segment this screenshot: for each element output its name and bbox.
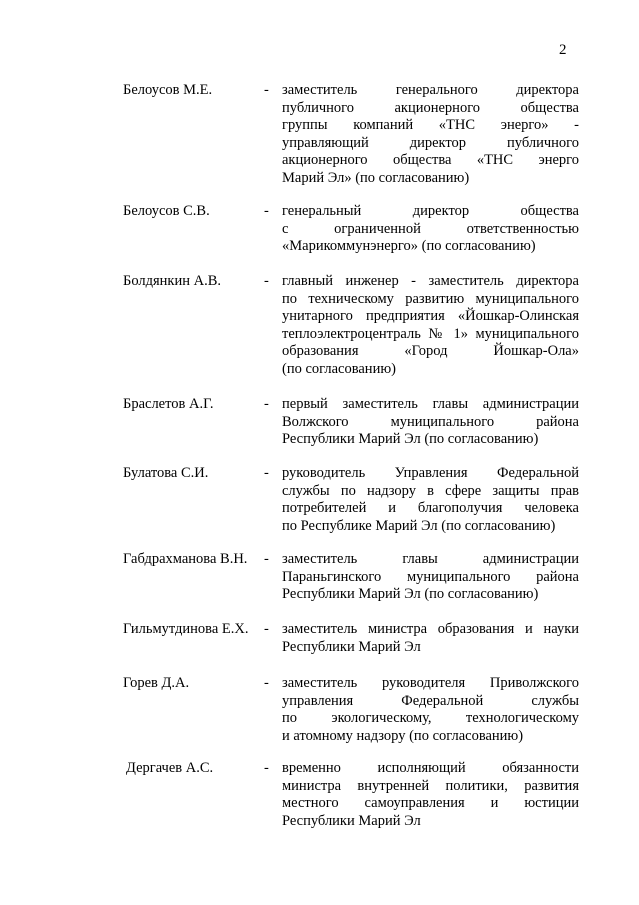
member-dash: - [264,396,269,412]
position-line: Республики Марий Эл (по согласованию) [282,431,539,447]
member-name: Белоусов С.В. [123,203,210,219]
member-name: Браслетов А.Г. [123,396,214,412]
member-position [282,273,579,378]
member-position [282,760,579,830]
position-line: Республики Марий Эл [282,638,421,655]
position-line: местного самоуправления и юстиции [282,795,579,811]
member-dash: - [264,551,269,567]
position-line: потребителей и благополучия человека [282,500,579,516]
position-line: «Марикоммунэнерго» (по согласованию) [282,238,536,254]
position-line: публичного акционерного общества [282,99,579,116]
page-number: 2 [559,42,567,58]
member-name: Белоусов М.Е. [123,82,213,98]
member-name: Габдрахманова В.Н. [123,551,248,567]
member-position [282,675,579,745]
position-line: теплоэлектроцентраль № 1» муниципального [282,325,579,342]
position-line: управляющий директор публичного [282,134,579,151]
member-position [282,465,579,535]
position-line: генеральный директор общества [282,203,579,219]
member-dash: - [264,82,269,98]
position-line: Республики Марий Эл [282,812,421,829]
position-line: Волжского муниципального района [282,413,579,430]
member-position [282,82,579,187]
member-position [282,551,579,604]
position-line: заместитель министра образования и науки [282,621,579,637]
position-line: заместитель главы администрации [282,551,579,567]
position-line: временно исполняющий обязанности [282,760,579,776]
position-line: первый заместитель главы администрации [282,396,579,412]
position-line: акционерного общества «ТНС энерго [282,152,579,168]
position-line: группы компаний «ТНС энерго» - [282,117,579,133]
member-name: Дергачев А.С. [126,760,214,776]
position-line: Параньгинского муниципального района [282,568,579,585]
position-line: управления Федеральной службы [282,692,579,709]
position-line: и атомному надзору (по согласованию) [282,727,524,744]
member-position [282,203,579,256]
member-dash: - [264,465,269,481]
member-dash: - [264,203,269,219]
member-position [282,621,579,656]
position-line: главный инженер - заместитель директора [282,273,579,289]
position-line: заместитель генерального директора [282,82,579,98]
position-line: образования «Город Йошкар-Ола» [282,343,579,359]
member-name: Горев Д.А. [123,675,190,691]
member-name: Гильмутдинова Е.Х. [123,621,249,637]
position-line: Республики Марий Эл (по согласованию) [282,586,539,602]
position-line: заместитель руководителя Приволжского [282,675,579,691]
position-line: министра внутренней политики, развития [282,777,579,794]
member-dash: - [264,760,269,776]
position-line: по экологическому, технологическому [282,710,579,726]
position-line: Марий Эл» (по согласованию) [282,169,470,186]
position-line: унитарного предприятия «Йошкар-Олинская [282,308,579,324]
position-line: с ограниченной ответственностью [282,220,579,237]
member-name: Булатова С.И. [123,465,209,481]
member-dash: - [264,273,269,289]
position-line: службы по надзору в сфере защиты прав [282,482,579,499]
member-dash: - [264,675,269,691]
position-line: по Республике Марий Эл (по согласованию) [282,517,556,534]
member-dash: - [264,621,269,637]
member-position [282,396,579,449]
member-name: Болдянкин А.В. [123,273,222,289]
position-line: (по согласованию) [282,360,396,377]
position-line: руководитель Управления Федеральной [282,465,579,481]
position-line: по техническому развитию муниципального [282,290,579,307]
